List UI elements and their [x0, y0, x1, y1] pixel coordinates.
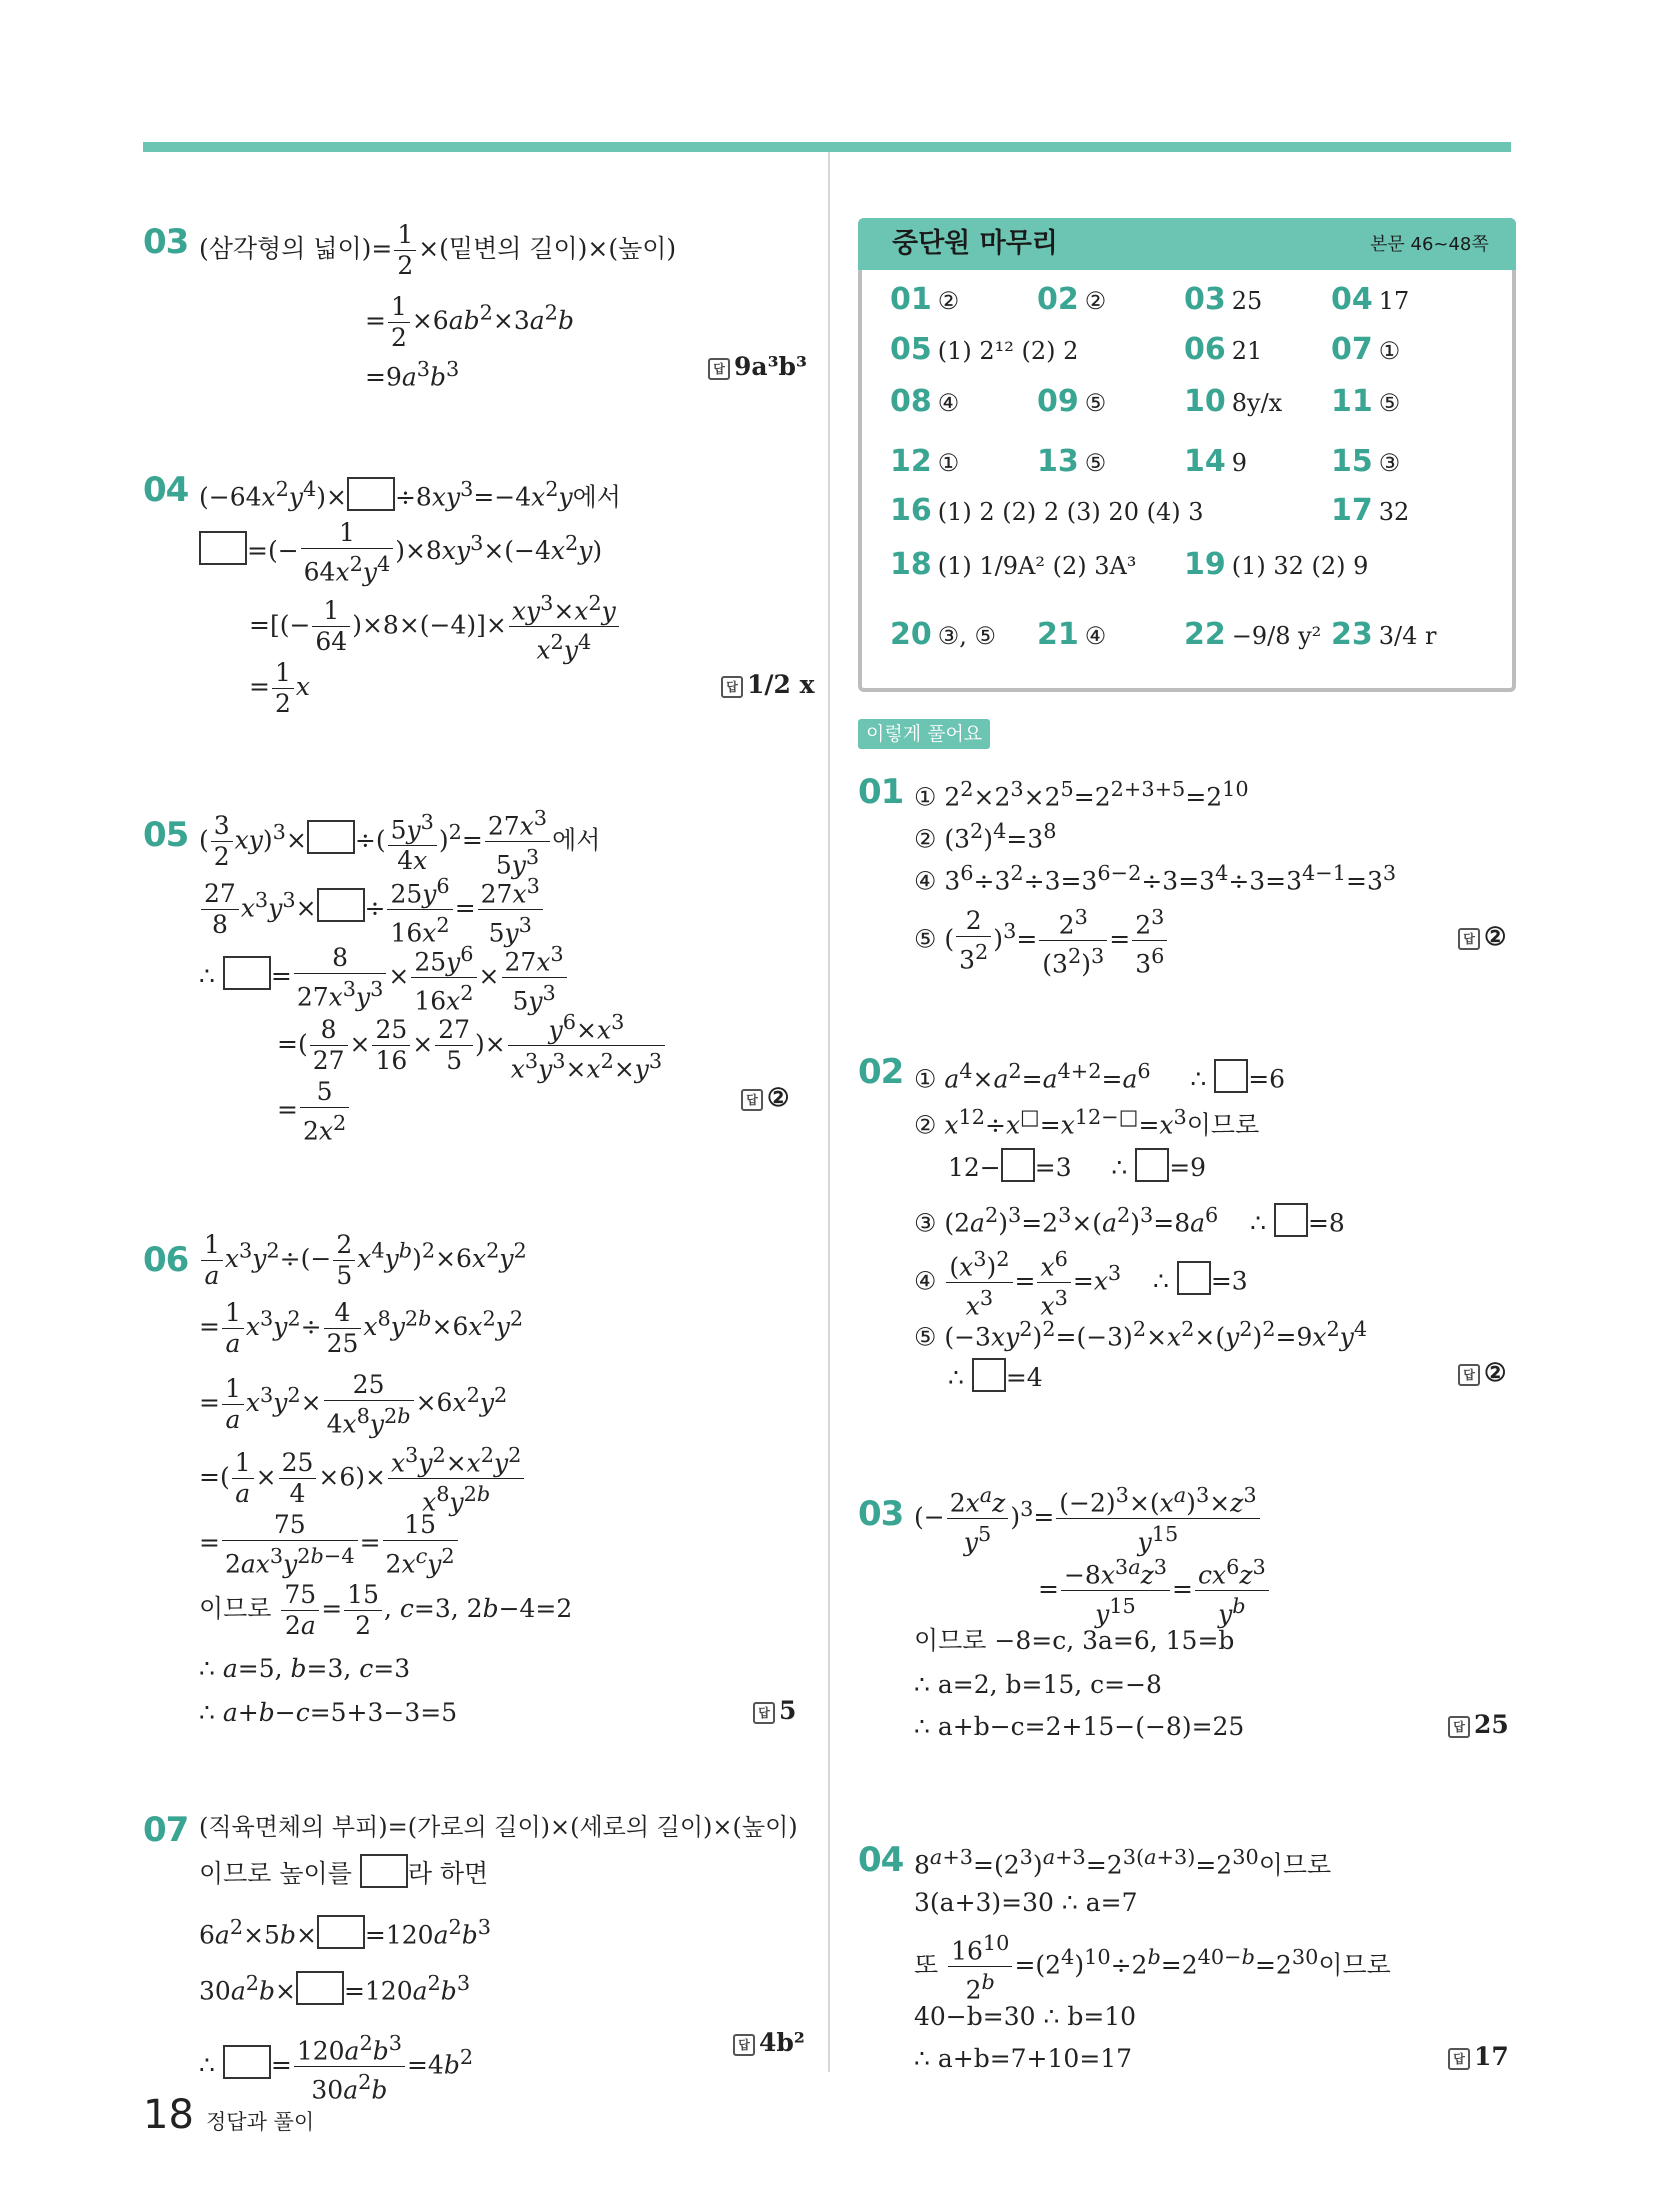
answer-icon: 답	[1458, 1364, 1480, 1386]
summary-item: 09 ⑤	[1037, 384, 1107, 419]
answer-value: 4b²	[759, 2028, 805, 2057]
solution-line-3: 이므로 −8=c, 3a=6, 15=b	[914, 1626, 1235, 1655]
solution-section-badge: 이렇게 풀어요	[858, 719, 990, 749]
answer-value: ②	[1484, 922, 1507, 951]
blank-box	[360, 1854, 408, 1888]
solution-line-1: $8^{a+3}=(2^3)^{a+3}=2^{3(a+3)}=2^{30}$이므로	[914, 1845, 1332, 1880]
answer	[753, 1696, 796, 1725]
solution-line-2: 3(a+3)=30 ∴ a=7	[914, 1888, 1138, 1917]
answer	[741, 1083, 789, 1112]
top-accent-bar	[143, 142, 1511, 152]
problem-number: 01	[858, 772, 904, 812]
solution-line-4: ⑤ ( $\frac{2}{3^2}$ )$^3$= $\frac{2^3}{(3^2)^3}$ = $\frac{2^3}{3^6}$	[914, 902, 1169, 980]
solution-line-4: $30a^2b\times =120a^2b^3$	[199, 1971, 471, 2006]
blank-box	[972, 1358, 1006, 1392]
answer-value: ②	[1484, 1358, 1507, 1387]
summary-item: 10 8y/x	[1184, 384, 1283, 419]
footer-label: 정답과 풀이	[206, 2110, 315, 2134]
solution-line-2: ② $x^{12}\div x^□=x^{12-□}=x^3$이므로	[914, 1105, 1260, 1140]
blank-box	[317, 1915, 365, 1949]
summary-title: 중단원 마무리	[892, 228, 1058, 259]
problem-number: 03	[858, 1494, 904, 1534]
solution-line-3: 12− =3 ∴ =9	[948, 1148, 1206, 1185]
solution-text: (삼각형의 넓이)=	[199, 234, 393, 263]
solution-line-5: ∴ a+b=7+10=17	[914, 2044, 1133, 2073]
solution-line-3: =[(− $\frac{1}{64}$ )×8×(−4)]× $\frac{xy^3\times x^2y}{x^2y^4}$	[249, 588, 621, 666]
problem-number: 02	[858, 1052, 904, 1092]
solution-text: 이므로	[1318, 1950, 1391, 1980]
solution-line-2	[199, 1854, 488, 1891]
solution-line-5: = $\frac{5}{2x^2}$	[277, 1077, 351, 1146]
solution-line-2: = $\frac{1}{2}$ $\times 6ab^2\times 3a^2b$	[365, 292, 574, 352]
answer-value: ②	[767, 1083, 790, 1112]
summary-item: 23 3/4 r	[1331, 617, 1437, 652]
solution-line-3: ∴ = $\frac{8}{27x^3y^3}$ × $\frac{25y^6}{16x^2}$ × $\frac{27x^3}{5y^3}$	[199, 939, 569, 1017]
blank-box	[347, 477, 395, 511]
blank-box	[1274, 1203, 1308, 1237]
summary-item: 03 25	[1184, 282, 1263, 317]
summary-item: 19 (1) 32 (2) 9	[1184, 547, 1369, 582]
summary-item: 07 ①	[1331, 332, 1401, 367]
summary-item: 04 17	[1331, 282, 1410, 317]
summary-item: 08 ④	[890, 384, 960, 419]
solution-line-3: $=9a^3b^3$	[365, 357, 460, 392]
summary-item: 18 (1) 1/9A² (2) 3A³	[890, 547, 1137, 582]
solution-line-4: =( $\frac{8}{27}$ × $\frac{25}{16}$ × $\frac{27}{5}$ )× $\frac{y^6\times x^3}{x^3y^3\times x^2\times y^3}$	[277, 1007, 667, 1085]
summary-item: 01 ②	[890, 282, 960, 317]
answer	[1448, 2042, 1509, 2071]
solution-line-1: $\frac{1}{a}$ $x^3y^2\div(-$ $\frac{2}{5}$ $x^4y^b)^2\times 6x^2y^2$	[199, 1230, 527, 1291]
summary-item: 16 (1) 2 (2) 2 (3) 20 (4) 3	[890, 493, 1204, 528]
solution-text: 이므로	[199, 1594, 272, 1623]
solution-line-1: (− $\frac{2x^az}{y^5}$ )$^3$= $\frac{(-2)^3\times(x^a)^3\times z^3}{y^{15}}$	[914, 1480, 1262, 1558]
blank-box	[317, 888, 365, 922]
summary-item: 15 ③	[1331, 444, 1401, 479]
answer-icon: 답	[1448, 1716, 1470, 1738]
blank-box	[1214, 1059, 1248, 1093]
solution-line-2: = $\frac{1}{a}$ $x^3y^2\div$ $\frac{4}{25}$ $x^8y^{2b}\times 6x^2y^2$	[199, 1298, 524, 1358]
summary-item: 14 9	[1184, 444, 1248, 479]
solution-line-4: = $\frac{1}{2}$ x	[249, 658, 310, 718]
solution-line-5: ④ $\frac{(x^3)^2}{x^3}$ = $\frac{x^6}{x^3}$ $=x^3$ ∴ =3	[914, 1244, 1248, 1322]
solution-line-6: 이므로 $\frac{75}{2a}$ = $\frac{15}{2}$ , c=3, 2b−4=2	[199, 1580, 573, 1640]
summary-item: 13 ⑤	[1037, 444, 1107, 479]
answer-value: 25	[1474, 1710, 1509, 1739]
solution-line-7: ∴ =4	[948, 1358, 1043, 1395]
solution-line-4: ∴ a=2, b=15, c=−8	[914, 1670, 1162, 1699]
solution-line-2: = $\frac{-8x^{3a}z^3}{y^{15}}$ = $\frac{cx^6z^3}{y^b}$	[1038, 1552, 1271, 1630]
summary-item: 17 32	[1331, 493, 1410, 528]
blank-box	[1001, 1148, 1035, 1182]
summary-item: 11 ⑤	[1331, 384, 1401, 419]
summary-item: 22 −9/8 y²	[1184, 617, 1322, 652]
problem-number: 04	[143, 470, 189, 510]
summary-item: 20 ③, ⑤	[890, 617, 997, 652]
solution-line-1: ① $2^2\times 2^3\times 2^5=2^{2+3+5}=2^{10}$	[914, 777, 1249, 812]
solution-line-2: =(− $\frac{1}{64x^2y^4}$ )$\times 8xy^3\times(-4x^2y)$	[199, 518, 602, 587]
solution-line-8: ∴ a+b−c=5+3−3=5	[199, 1698, 458, 1727]
solution-line-2: ② $(3^2)^4=3^8$	[914, 819, 1057, 854]
solution-line-3: ④ $3^6\div 3^2\div 3=3^{6-2}\div 3=3^4\div 3=3^{4-1}=3^3$	[914, 861, 1397, 896]
summary-page-ref: 본문 46~48쪽	[1370, 234, 1489, 255]
blank-box	[1135, 1148, 1169, 1182]
solution-line-1: $(-64x^2y^4)\times \div 8xy^3=-4x^2y$에서	[199, 477, 621, 512]
problem-number: 03	[143, 222, 189, 262]
answer-icon: 답	[753, 1702, 775, 1724]
solution-line-6: ⑤ $(-3xy^2)^2=(-3)^2\times x^2\times(y^2)^2=9x^2y^4$	[914, 1317, 1368, 1352]
answer	[708, 352, 807, 381]
problem-number: 07	[143, 1810, 189, 1850]
problem-number: 04	[858, 1840, 904, 1880]
answer-value: 5	[779, 1696, 797, 1725]
answer	[1458, 1358, 1506, 1387]
solution-line-5: = $\frac{75}{2ax^3y^{2b-4}}$ = $\frac{15}{2x^cy^2}$	[199, 1510, 460, 1579]
solution-text: 에서	[572, 482, 621, 512]
answer-value: 17	[1474, 2042, 1509, 2071]
page-number: 18	[143, 2092, 194, 2138]
solution-line-1: (직육면체의 부피)=(가로의 길이)×(세로의 길이)×(높이)	[199, 1813, 798, 1841]
solution-line-3: = $\frac{1}{a}$ $x^3y^2\times$ $\frac{25}{4x^8y^{2b}}$ $\times 6x^2y^2$	[199, 1370, 508, 1439]
problem-number: 06	[143, 1240, 189, 1280]
answer-value: 9a³b³	[734, 352, 807, 381]
solution-text: ×(밑변의 길이)×(높이)	[418, 234, 677, 263]
solution-line-1	[199, 220, 676, 281]
fraction: $\frac{1}{2}$	[394, 220, 416, 281]
solution-line-4: 40−b=30 ∴ b=10	[914, 2002, 1137, 2031]
answer-icon: 답	[733, 2034, 755, 2056]
solution-line-4: =( $\frac{1}{a}$ × $\frac{25}{4}$ ×6)× $\frac{x^3y^2\times x^2y^2}{x^8y^{2b}}$	[199, 1440, 526, 1518]
summary-item: 02 ②	[1037, 282, 1107, 317]
problem-number: 05	[143, 815, 189, 855]
solution-text: 또	[914, 1950, 939, 1980]
answer-icon: 답	[1448, 2048, 1470, 2070]
answer-icon: 답	[741, 1089, 763, 1111]
blank-box	[1177, 1261, 1211, 1295]
column-divider	[828, 152, 830, 2072]
answer-icon: 답	[708, 358, 730, 380]
solution-line-3: $6a^2\times 5b\times =120a^2b^3$	[199, 1915, 492, 1950]
solution-text: 이므로	[1186, 1110, 1260, 1140]
blank-box	[223, 956, 271, 990]
solution-text: 에서	[552, 825, 601, 855]
answer-icon: 답	[721, 676, 743, 698]
solution-line-5: ∴ a+b−c=2+15−(−8)=25	[914, 1712, 1245, 1741]
solution-line-1: ① $a^4\times a^2=a^{4+2}=a^6$ ∴ =6	[914, 1059, 1286, 1094]
solution-text: 라 하면	[407, 1859, 489, 1888]
solution-line-3: 또 $\frac{16^{10}}{2^b}$ $=(2^4)^{10}\div 2^b=2^{40-b}=2^{30}$이므로	[914, 1928, 1391, 2006]
answer	[1458, 922, 1506, 951]
solution-line-4: ③ $(2a^2)^3=2^3\times(a^2)^3=8a^6$ ∴ =8	[914, 1203, 1345, 1238]
summary-item: 06 21	[1184, 332, 1263, 367]
answer	[733, 2028, 805, 2057]
answer-icon: 답	[1458, 928, 1480, 950]
solution-line-1: ( $\frac{3}{2}$ xy)$^3$× ÷( $\frac{5y^3}{4x}$ )$^2$= $\frac{27x^3}{5y^3}$ 에서	[199, 803, 600, 881]
answer	[721, 670, 815, 699]
summary-item: 12 ①	[890, 444, 960, 479]
blank-box	[296, 1971, 344, 2005]
summary-item: 05 (1) 2¹² (2) 2	[890, 332, 1079, 367]
solution-line-2: $\frac{27}{8}$ $x^3y^3\times$ ÷ $\frac{25y^6}{16x^2}$ = $\frac{27x^3}{5y^3}$	[199, 871, 545, 949]
solution-line-7: ∴ a=5, b=3, c=3	[199, 1654, 411, 1683]
solution-text: 이므로 높이를	[199, 1859, 352, 1888]
solution-text: 이므로	[1258, 1850, 1332, 1880]
answer	[1448, 1710, 1509, 1739]
summary-item: 21 ④	[1037, 617, 1107, 652]
blank-box	[199, 531, 247, 565]
answer-value: 1/2 x	[747, 670, 815, 699]
solution-line-5: ∴ = $\frac{120a^2b^3}{30a^2b}$ $=4b^2$	[199, 2028, 473, 2106]
blank-box	[223, 2045, 271, 2079]
blank-box	[307, 820, 355, 854]
